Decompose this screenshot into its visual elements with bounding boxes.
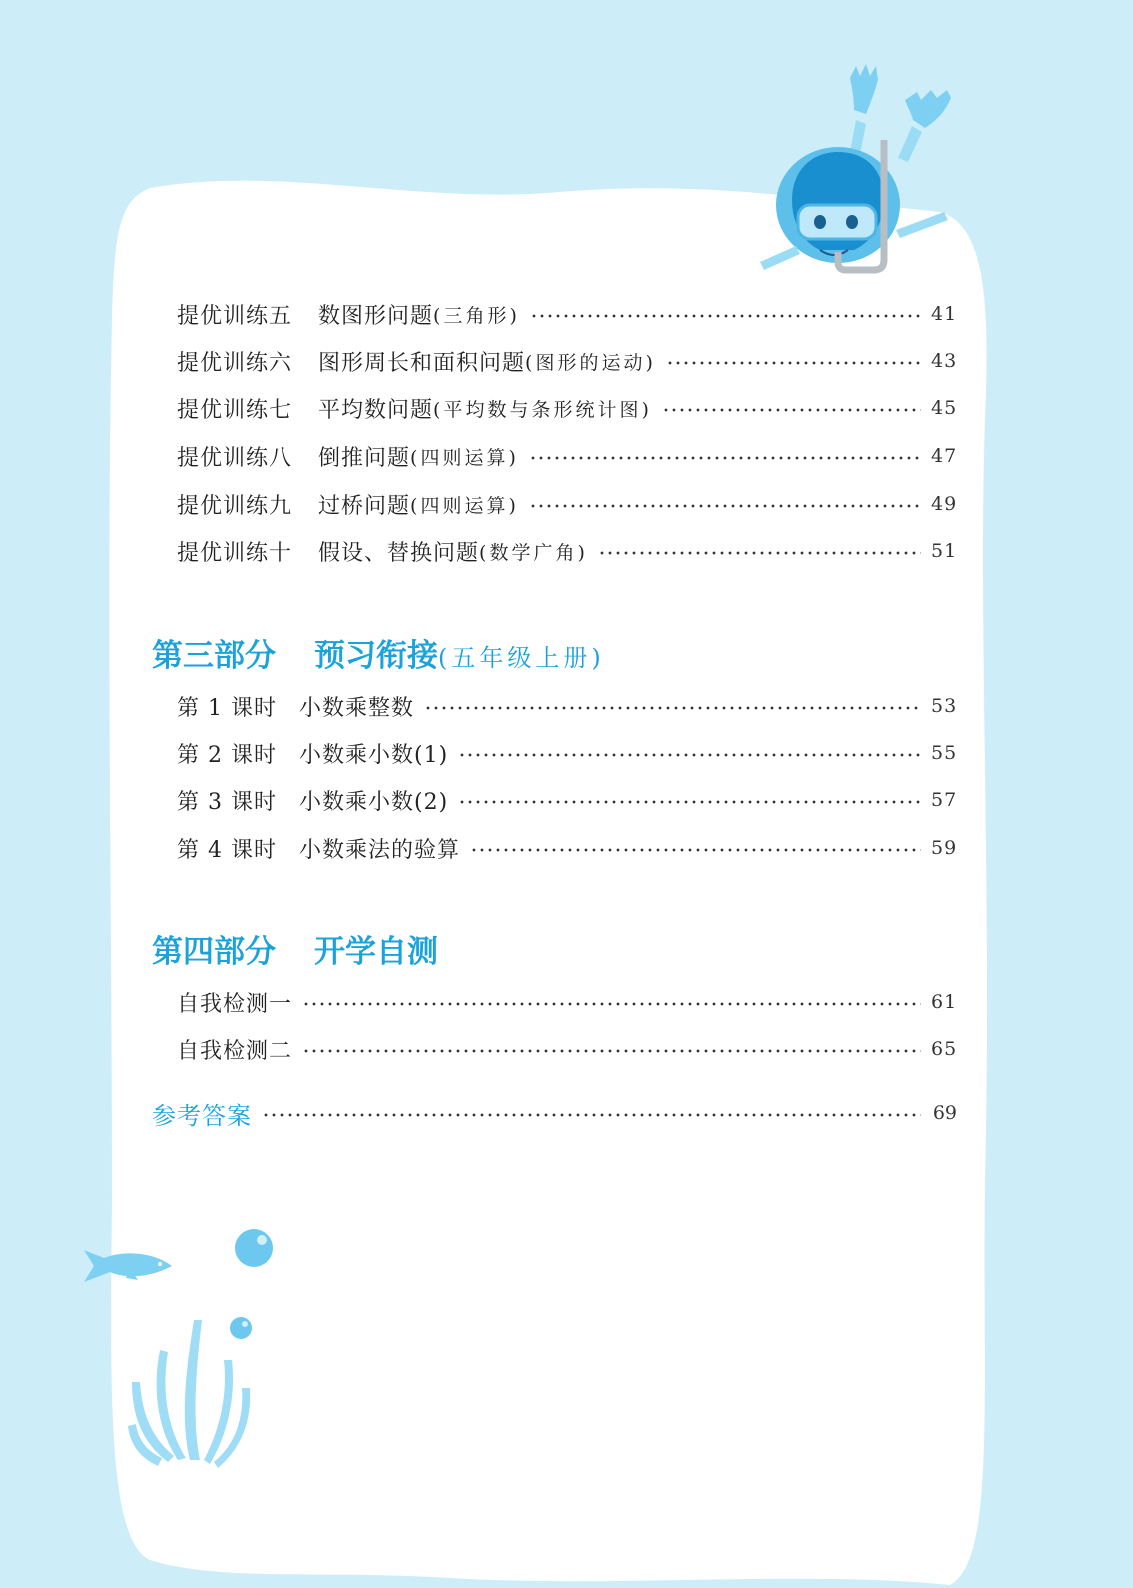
toc-page-number: 47 bbox=[931, 445, 958, 467]
leader-dots bbox=[662, 407, 921, 413]
toc-page-number: 45 bbox=[931, 397, 958, 419]
leader-dots bbox=[530, 313, 921, 319]
toc-page-number: 43 bbox=[931, 350, 958, 372]
section-heading-part4 bbox=[152, 926, 438, 970]
section-title: 预习衔接 bbox=[314, 638, 438, 674]
toc-entry-subtitle: (四则运算) bbox=[410, 494, 519, 517]
toc-entry[interactable] bbox=[177, 533, 957, 569]
section-number: 第三部分 bbox=[152, 638, 276, 674]
toc-entry-label: 自我检测一 bbox=[177, 991, 293, 1017]
toc-page-number: 41 bbox=[931, 303, 958, 325]
toc-entry[interactable] bbox=[177, 296, 957, 332]
toc-entry-title: 倒推问题 bbox=[318, 445, 411, 471]
toc-entry-title: 小数乘小数(1) bbox=[298, 742, 449, 768]
toc-entry-label: 提优训练六 bbox=[177, 350, 293, 376]
toc-entry[interactable] bbox=[177, 782, 957, 818]
toc-entry-label: 提优训练五 bbox=[177, 303, 293, 329]
toc-page-number: 59 bbox=[931, 837, 958, 859]
toc-entry-subtitle: (三角形) bbox=[433, 304, 520, 327]
toc-entry[interactable] bbox=[177, 390, 957, 426]
toc-page-number: 61 bbox=[931, 991, 958, 1013]
toc-page-number: 55 bbox=[931, 742, 958, 764]
leader-dots bbox=[458, 799, 921, 805]
toc-entry[interactable] bbox=[177, 1031, 957, 1067]
toc-page-number: 57 bbox=[931, 789, 958, 811]
toc-entry-title: 小数乘小数(2) bbox=[298, 789, 449, 815]
toc-entry[interactable] bbox=[177, 486, 957, 522]
section-title: 开学自测 bbox=[314, 934, 438, 970]
leader-dots bbox=[470, 847, 921, 853]
toc-entry[interactable] bbox=[177, 830, 957, 866]
leader-dots bbox=[302, 1048, 921, 1054]
section-heading-part3 bbox=[152, 630, 605, 674]
leader-dots bbox=[458, 752, 921, 758]
toc-page-number: 53 bbox=[931, 695, 958, 717]
toc-entry-label: 自我检测二 bbox=[177, 1038, 293, 1064]
leader-dots bbox=[302, 1001, 921, 1007]
toc-entry-subtitle: (平均数与条形统计图) bbox=[433, 398, 652, 421]
leader-dots bbox=[424, 705, 921, 711]
toc-entry-title: 过桥问题 bbox=[318, 493, 411, 519]
toc-entry-title: 平均数问题 bbox=[318, 397, 434, 423]
toc-entry-label: 第 1 课时 bbox=[177, 695, 277, 721]
toc-entry-label: 提优训练八 bbox=[177, 445, 293, 471]
section-subtitle: (五年级上册) bbox=[438, 644, 605, 672]
toc-entry[interactable] bbox=[177, 438, 957, 474]
toc-entry-label: 提优训练十 bbox=[177, 540, 293, 566]
toc-entry-answers[interactable] bbox=[152, 1093, 957, 1133]
toc-entry-subtitle: (四则运算) bbox=[410, 446, 519, 469]
toc-page-number: 69 bbox=[932, 1102, 957, 1124]
toc-entry[interactable] bbox=[177, 688, 957, 724]
toc-entry-label: 提优训练七 bbox=[177, 397, 293, 423]
toc-entry-subtitle: (数学广角) bbox=[479, 541, 588, 564]
toc-entry[interactable] bbox=[177, 343, 957, 379]
toc-entry[interactable] bbox=[177, 735, 957, 771]
leader-dots bbox=[666, 360, 921, 366]
toc-page-number: 51 bbox=[931, 540, 958, 562]
toc-page-number: 49 bbox=[931, 493, 958, 515]
toc-entry-title: 假设、替换问题 bbox=[318, 540, 480, 566]
leader-dots bbox=[529, 455, 921, 461]
toc-entry-label: 第 4 课时 bbox=[177, 837, 277, 863]
leader-dots bbox=[529, 503, 921, 509]
toc-entry[interactable] bbox=[177, 984, 957, 1020]
section-number: 第四部分 bbox=[152, 934, 276, 970]
toc-entry-title: 小数乘整数 bbox=[298, 695, 414, 721]
toc-entry-title: 图形周长和面积问题 bbox=[318, 350, 526, 376]
toc-entry-label: 提优训练九 bbox=[177, 493, 293, 519]
answers-label: 参考答案 bbox=[152, 1101, 252, 1130]
toc-entry-title: 数图形问题 bbox=[318, 303, 434, 329]
toc-page-number: 65 bbox=[931, 1038, 958, 1060]
leader-dots bbox=[262, 1112, 921, 1118]
leader-dots bbox=[598, 550, 921, 556]
toc-entry-subtitle: (图形的运动) bbox=[525, 351, 656, 374]
toc-entry-label: 第 3 课时 bbox=[177, 789, 277, 815]
toc-entry-label: 第 2 课时 bbox=[177, 742, 277, 768]
toc-entry-title: 小数乘法的验算 bbox=[298, 837, 460, 863]
